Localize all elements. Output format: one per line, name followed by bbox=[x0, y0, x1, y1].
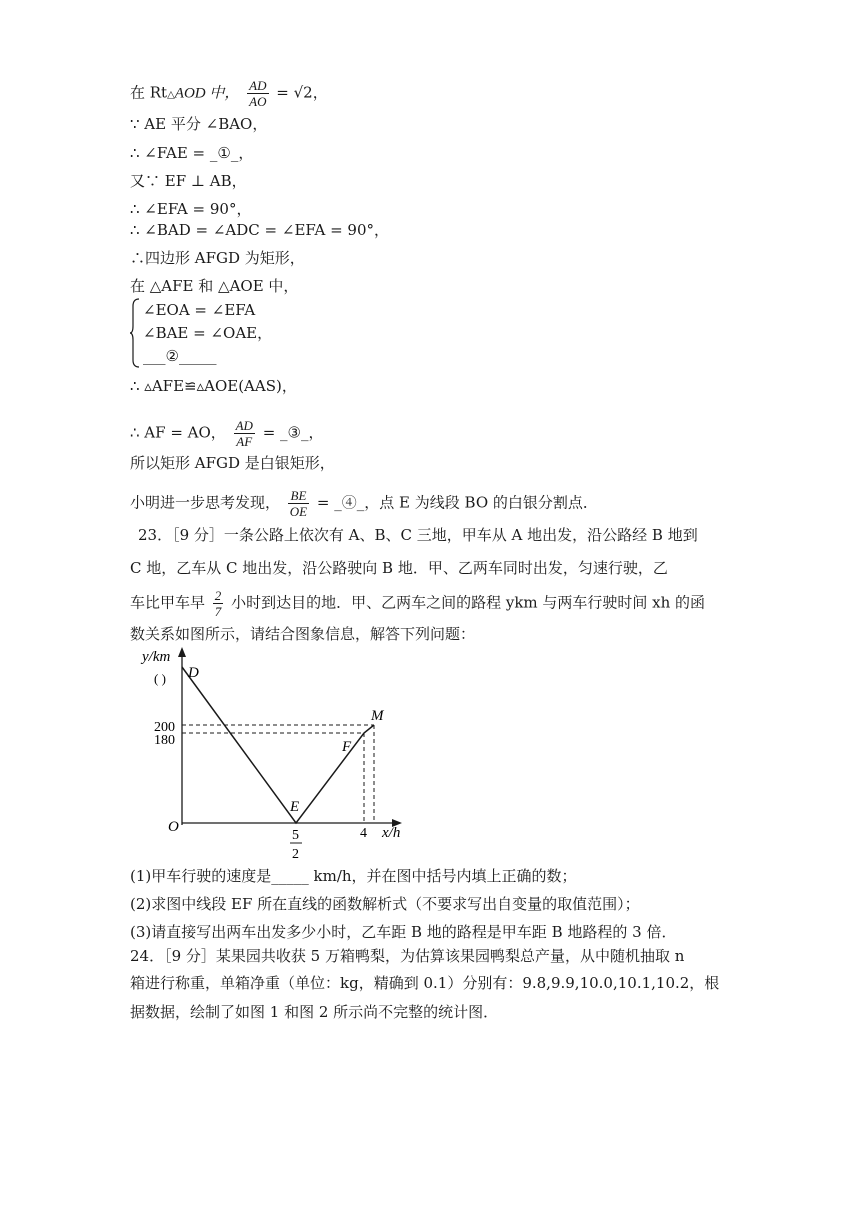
fraction-2-7: $\frac{2}{7}$ bbox=[214, 588, 222, 619]
label-180: 180 bbox=[154, 733, 175, 748]
q23-line-4: 数关系如图所示，请结合图象信息，解答下列问题： bbox=[130, 625, 476, 643]
q23-line-2: C 地，乙车从 C 地出发，沿公路驶向 B 地．甲、乙两车同时出发，匀速行驶，乙 bbox=[130, 559, 668, 577]
x-tick-2: 2 bbox=[292, 847, 299, 862]
q23-sub-3: (3)请直接写出两车出发多少小时，乙车距 B 地的路程是甲车距 B 地路程的 3 倍． bbox=[130, 923, 677, 941]
system-line-3: ___②_____ bbox=[143, 347, 217, 365]
label-F: F bbox=[342, 739, 352, 755]
proof-line-11: 所以矩形 AFGD 是白银矩形， bbox=[130, 454, 335, 472]
q23-sub-2: (2)求图中线段 EF 所在直线的函数解析式（不要求写出自变量的取值范围）； bbox=[130, 895, 640, 913]
y-axis-arrow bbox=[178, 647, 186, 657]
proof-line-8: 在 △AFE 和 △AOE 中， bbox=[130, 277, 299, 295]
proof-line-6: ∴ ∠BAD = ∠ADC = ∠EFA = 90°， bbox=[130, 221, 390, 239]
x-axis-label: x/h bbox=[382, 825, 401, 841]
q23-line-1: 23．［9 分］一条公路上依次有 A、B、C 三地，甲车从 A 地出发，沿公路经 B 地到 bbox=[138, 526, 698, 544]
fraction-ad-af: $\frac{AD}{AF}$ bbox=[235, 418, 253, 449]
proof-line-5: ∴ ∠EFA = 90°， bbox=[130, 200, 252, 218]
proof-line-3: ∴ ∠FAE = _①_， bbox=[130, 144, 254, 162]
origin-label: O bbox=[168, 819, 179, 835]
proof-line-12: 小明进一步思考发现， $\frac{BE}{OE}$ = _④_，点 E 为线段 BO 的白银分割点． bbox=[130, 488, 598, 519]
system-brace bbox=[130, 298, 140, 368]
x-tick-5: 5 bbox=[292, 828, 299, 843]
system-line-2: ∠BAE = ∠OAE， bbox=[143, 324, 273, 342]
q24-line-2: 箱进行称重，单箱净重（单位：kg，精确到 0.1）分别有：9.8,9.9,10.0,10.1,10.2，根 bbox=[130, 974, 720, 992]
proof-line-7: ∴四边形 AFGD 为矩形， bbox=[130, 249, 305, 267]
distance-time-graph bbox=[140, 645, 430, 865]
proof-line-10: ∴ AF = AO， $\frac{AD}{AF}$ = _③_， bbox=[130, 418, 324, 449]
system-line-1: ∠EOA = ∠EFA bbox=[143, 301, 256, 319]
q23-line-3: 车比甲车早 $\frac{2}{7}$ 小时到达目的地．甲、乙两车之间的路程 ykm 与两车行驶时间 xh 的函 bbox=[130, 588, 706, 619]
proof-line-2: ∵ AE 平分 ∠BAO， bbox=[130, 115, 268, 133]
q24-line-1: 24．［9 分］某果园共收获 5 万箱鸭梨，为估算该果园鸭梨总产量，从中随机抽取 n bbox=[130, 947, 685, 965]
label-200: 200 bbox=[154, 720, 175, 735]
proof-line-9: ∴ ▵AFE≌▵AOE(AAS)， bbox=[130, 377, 297, 395]
label-E: E bbox=[290, 799, 300, 815]
q24-line-3: 据数据，绘制了如图 1 和图 2 所示尚不完整的统计图． bbox=[130, 1003, 499, 1021]
proof-line-4: 又∵ EF ⊥ AB， bbox=[130, 172, 247, 190]
label-M: M bbox=[371, 708, 384, 724]
label-D: D bbox=[188, 665, 199, 681]
fraction-ad-ao: $\frac{AD}{AO}$ bbox=[249, 78, 267, 109]
x-tick-4: 4 bbox=[360, 826, 367, 841]
fraction-be-oe: $\frac{BE}{OE}$ bbox=[289, 488, 308, 519]
q23-sub-1: (1)甲车行驶的速度是_____ km/h，并在图中括号内填上正确的数； bbox=[130, 867, 577, 885]
y-paren-label: ( ) bbox=[154, 671, 166, 686]
y-axis-label: y/km bbox=[142, 649, 171, 665]
proof-line-1: 在 Rt△AOD 中， $\frac{AD}{AO}$ = √2， bbox=[130, 78, 328, 109]
